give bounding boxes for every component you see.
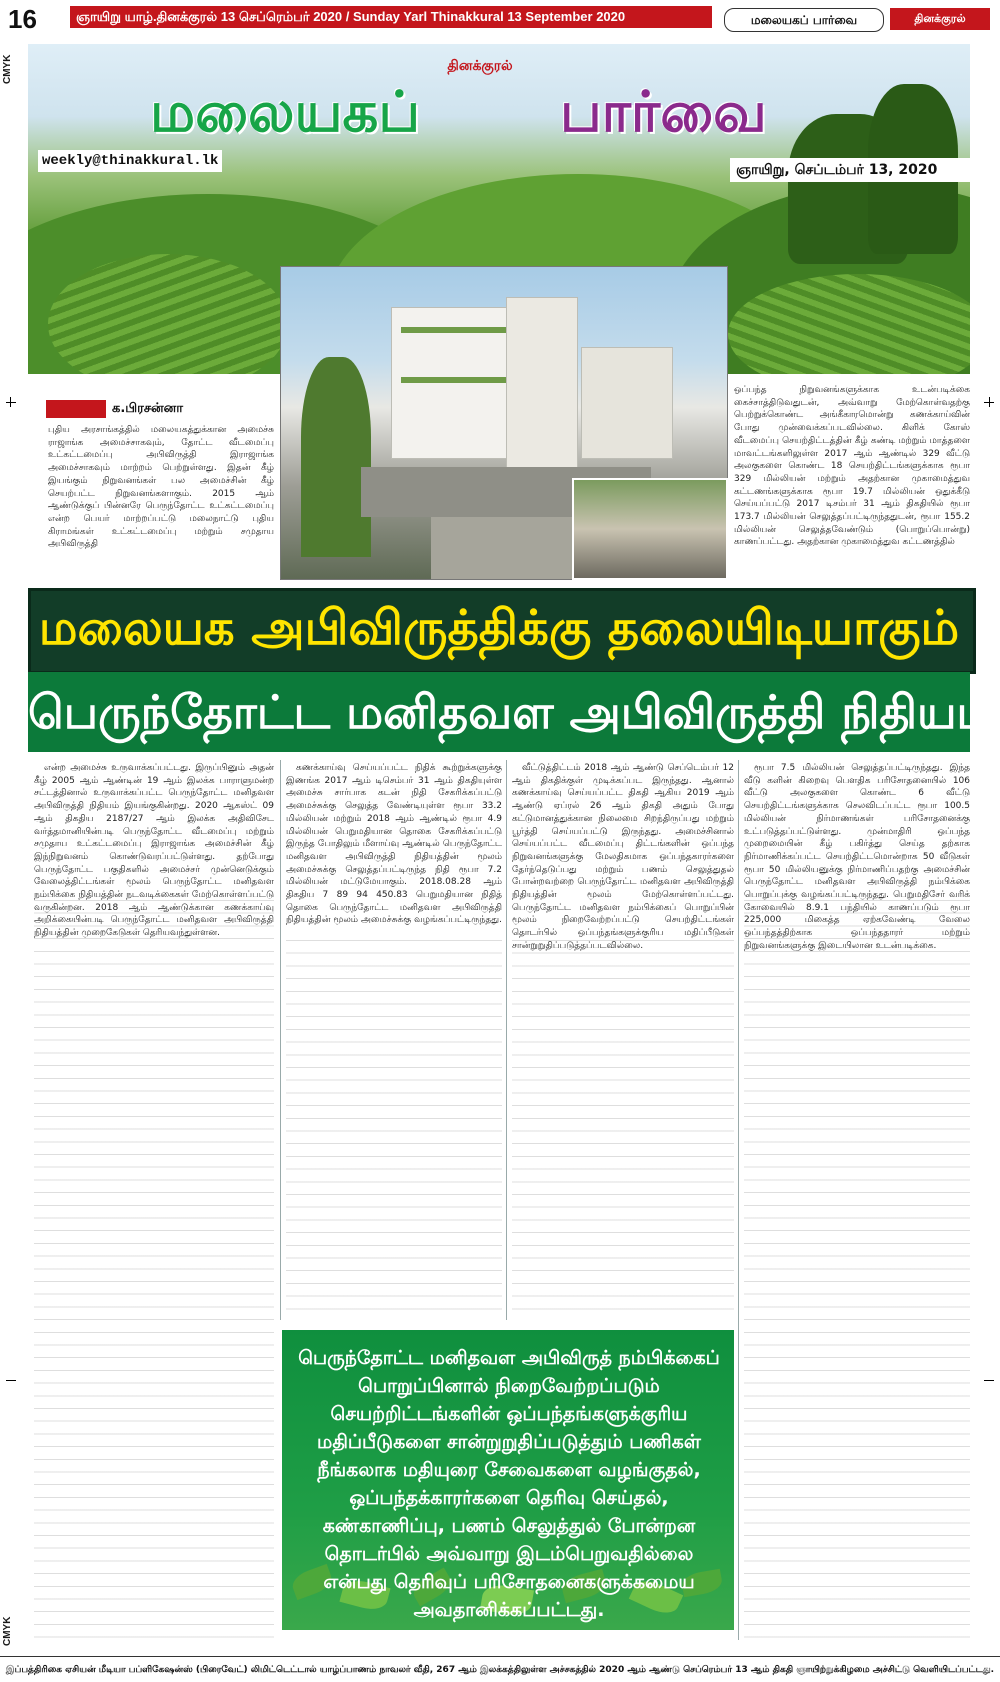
- registration-mark-left-v: [10, 397, 11, 407]
- brand-tag: தினக்குரல்: [890, 8, 990, 30]
- contact-email: weekly@thinakkural.lk: [38, 150, 222, 172]
- author-name: க.பிரசன்னா: [112, 401, 184, 416]
- column-divider-3: [738, 760, 739, 1640]
- byline-bar: [46, 400, 106, 418]
- right-top-paragraph: ஒப்பந்த நிறுவனங்களுக்காக உடன்படிக்கை கைச்சாத்திடுவதுடன், அவ்வாறு மேற்கொள்வதற்கு பெற்றுக்கொண்ட அங்கீகாரமொன்று கணக்காய்வின் போது முன்வைக்கப்படவில்லை. கிளிக் கோஸ் வீடமைப்பு செயற்திட்டத்தின் கீழ் கண்டி மற்றும் மாத்தளை மாவட்டங்களிலுள்ள 2017 ஆம் ஆண்டில் 329 வீட்டு அலகுகளை கொண்ட 18 செயற்திட்டங்களுக்காக ரூபா 329 மில்லியன் மற்றும் அதற்கான முகாமைத்துவ கட்டணங்களுக்காக ரூபா 19.7 மில்லியன் ஒதுக்கீடு செய்யப்பட்டு 2017 டிசம்பர் 31 ஆம் திகதியில் ரூபா 173.7 மில்லியன் செலுத்தப்பட்டிருந்ததுடன், ரூபா 155.2 மில்லியன் செலுத்தவேண்டும் (பொறுப்பொன்று) காணப்பட்டது. அதற்கான முகாமைத்துவ கட்டணத்தில்: [734, 385, 970, 548]
- pull-quote-text: பெருந்தோட்ட மனிதவள அபிவிருத் நம்பிக்கைப் பொறுப்பினால் நிறைவேற்றப்படும் செயற்றிட்டங்களின் ஒப்பந்தங்களுக்குரிய மதிப்பீடுகளை சான்றுறுதிப்படுத்தும் பணிகள் நீங்கலாக மதியுரை சேவைகளை வழங்குதல், ஒப்பந்தக்காரர்களை தெரிவு செய்தல், கண்காணிப்பு, பணம் செலுத்துல் போன்றன தொடர்பில் அவ்வாறு இடம்பெறுவதில்லை என்பது தெரிவுப் பரிசோதனைகளுக்கமைய அவதானிக்கப்பட்டது.: [298, 1347, 720, 1621]
- column-1-text-lines: [34, 900, 274, 1640]
- registration-mark-left: [6, 402, 16, 403]
- lead-paragraph: புதிய அரசாங்கத்தில் மலையகத்துக்கான அமைச்சு ராஜாங்க அமைச்சாகவும், தோட்ட வீடமைப்பு உட்கட்டமைப்பு அபிவிருத்தி இராஜாங்க அமைச்சாகவும் மாற்றம் பெற்றுள்ளது. இதன் கீழ் இயங்கும் நிறுவனங்கள் பல அமைச்சின் கீழ் செயற்பட்ட நிறுவனங்களாகும். 2015 ஆம் ஆண்டுக்குப் பின்னரே பெருந்தோட்ட உட்கட்டமைப்பு என்ற பெயர் மாற்றப்பட்டு மலைநாட்டு புதிய கிராமங்கள் உட்கட்டமைப்பு மற்றும் சமுதாய அபிவிருத்தி: [48, 425, 274, 550]
- cmyk-mark-bottom: CMYK: [2, 1616, 13, 1646]
- date-strip: ஞாயிறு யாழ்.தினக்குரல் 13 செப்ரெம்பர் 2020 / Sunday Yarl Thinakkural 13 September 2020: [70, 6, 712, 28]
- section-tag: மலையகப் பார்வை: [724, 8, 884, 32]
- inset-photo: [572, 478, 728, 580]
- column-3-text-lines: [512, 940, 734, 1320]
- footer-imprint: இப்பத்திரிகை ஏசியன் மீடியா பப்ளிகேஷன்ஸ் (பிரைவேட்) லிமிட்டெட்டால் யாழ்ப்பாணம் நாவலர் வீதி, 267 ஆம் இலக்கத்திலுள்ள அச்சகத்தில் 2020 ஆம் ஆண்டு செப்ரெம்பர் 13 ஆம் திகதி ஞாயிற்றுக்கிழமை அச்சிட்டு வெளியிடப்பட்டது.: [5, 1665, 995, 1675]
- masthead-title-part2: பார்வை: [560, 80, 767, 145]
- cmyk-mark-top: CMYK: [2, 54, 13, 84]
- column-3-text: வீட்டுத்திட்டம் 2018 ஆம் ஆண்டு செப்டெம்பர் 12 ஆம் திகதிக்குள் முடிக்கப்பட இருந்தது. ஆனால் கணக்காய்வு செய்யப்பட்ட திகதி ஆகிய 2019 ஆம் ஆண்டு ஏப்ரல் 26 ஆம் திகதி அதும் போது கட்டுமானத்துக்கான நிலைமை சிறந்திருப்பது மற்றும் பூர்த்தி செய்யப்பட்டு இருந்தது. அமைச்சினால் செய்யப்பட்ட வீடமைப்பு திட்டங்களின் ஒப்பந்த நிறுவனங்களுக்கு மேலதிகமாக ஒப்பந்தகாரர்களை தேர்ந்தெடுப்பது மற்றும் பணம் செலுத்துதல் போன்றவற்றை பெருந்தோட்ட மனிதவள அபிவிருத்தி நிதியத்தின் மூலம் மேற்கொள்ளப்பட்டது. பெருந்தோட்ட மனிதவள நம்பிக்கைப் பொறுப்பின் மூலம் நிறைவேற்றப்பட்டு செயற்திட்டங்கள் தொடர்பில் ஒப்பந்தங்களுக்குரிய மதிப்பீடுகள் சான்றுறுதிப்படுத்தப்படவில்லை.: [512, 763, 734, 951]
- headline-line2: பெருந்தோட்ட மனிதவள அபிவிருத்தி நிதியம்: [28, 685, 994, 739]
- registration-mark-left-2: [6, 1380, 16, 1381]
- column-4-text-lines: [744, 900, 970, 1640]
- column-divider-1: [280, 760, 281, 1320]
- column-2-text-lines: [286, 940, 502, 1320]
- headline-line1: மலையக அபிவிருத்திக்கு தலையிடியாகும்: [38, 600, 960, 656]
- registration-mark-right-v: [989, 397, 990, 407]
- footer-rule: [0, 1656, 1000, 1657]
- registration-mark-right-2: [984, 1380, 994, 1381]
- column-divider-2: [506, 760, 507, 1320]
- column-2-text: கணக்காய்வு செய்யப்பட்ட நிதிக் கூற்றுக்களுக்கு இணங்க 2017 ஆம் டிசெம்பர் 31 ஆம் திகதியுள்ள அமைச்சு சார்பாக கடன் நிதி சேகரிக்கப்பட்டு அமைச்சுக்கு செலுத்த வேண்டியுள்ள ரூபா 33.2 மில்லியன் மற்றும் 2018 ஆம் ஆண்டில் ரூபா 4.9 மில்லியன் பெறுமதியான தொகை சேகரிக்கப்பட்டு இருந்த போதிலும் மீளாய்வு ஆண்டில் பெருந்தோட்ட மனிதவள அபிவிருத்தி நிதியத்தின் மூலம் அமைச்சுக்கு செலுத்தப்பட்டிருந்த நிதி ரூபா 7.2 மில்லியன் மட்டுமேயாகும். 2018.08.28 ஆம் திகதிய 7 89 94 450.83 பெறுமதியான நிதித் தொகை பெருந்தோட்ட மனிதவள அபிவிருத்தி நிதியத்தின் மூலம் அமைச்சுக்கு வழங்கப்பட்டிருந்தது.: [286, 763, 502, 926]
- column-1-text: என்ற அமைச்சு உருவாக்கப்பட்டது. இருப்பினும் அதன் கீழ் 2005 ஆம் ஆண்டின் 19 ஆம் இலக்க பாராளுமன்ற சட்டத்தினால் உருவாக்கப்பட்ட பெருந்தோட்ட மனிதவள அபிவிருத்தி நிதியம் இயங்குகின்றது. 2020 ஆகஸ்ட் 09 ஆம் திகதிய 2187/27 ஆம் இலக்க அதிவிசேட வர்த்தமானியின்படி பெருந்தோட்ட வீடமைப்பு மற்றும் சமுதாய உட்கட்டமைப்பு இராஜாங்க அமைச்சின் கீழ் இந்நிறுவனம் கொண்டுவரப்பட்டுள்ளது. தற்போது பெருந்தோட்ட பகுதிகளில் அமைச்சர் முன்னெடுக்கும் வேலைத்திட்டங்கள் மூலம் பெருந்தோட்ட மனிதவள நம்பிக்கை நிதியத்தின் நடவடிக்கைகள் மேற்கொள்ளப்பட்டு வருகின்றன. 2018 ஆம் ஆண்டுக்கான கணக்காய்வு அறிக்கையின்படி பெருந்தோட்ட மனிதவள அபிவிருத்தி நிதியத்தின் முறைகேடுகள் தெரியவந்துள்ளன.: [34, 763, 274, 939]
- masthead-title-part1: மலையகப்: [150, 80, 421, 145]
- paper-logo: தினக்குரல்: [447, 58, 513, 74]
- column-4-text: ரூபா 7.5 மில்லியன் செலுத்தப்பட்டிருந்தது. இந்த வீடு களின் கிறைவு பௌதிக பரிசோதனையில் 106 வீட்டு அலகுகளை கொண்ட 6 வீட்டு செயற்திட்டங்களுக்காக செலவிடப்பட்ட ரூபா 100.5 மில்லியன் நிர்மாணங்கள் பரிசோதனைக்கு உட்படுத்தப்பட்டுள்ளது. முன்மாதிரி ஒப்பந்த முறைமையின் கீழ் பகிர்த்து செய்த தற்காக நிர்மாணிக்கப்பட்ட செயற்திட்டமொன்றாக 50 வீடுகள் ரூபா 50 மில்லியனுக்கு நிர்மாணிப்பதற்கு அமைச்சின் பெருந்தோட்ட மனிதவள அபிவிருத்தி நம்பிக்கை பொறுப்புக்கு வழங்கப்பட்டிருந்தது. பெறுமதிசேர் வரிக் கோவையில் 8.9.1 பந்தியில் காணப்படும் ரூபா 225,000 மிகைத்த ஏற்கவேண்டி வேலை ஒப்பந்தத்திற்காக ஒப்பந்ததாரர் மற்றும் நிறுவனங்களுக்கு இடையிலான உடன்படிக்கை.: [744, 763, 970, 951]
- issue-date: ஞாயிறு, செப்டம்பர் 13, 2020: [730, 158, 972, 182]
- page-number: 16: [8, 4, 37, 34]
